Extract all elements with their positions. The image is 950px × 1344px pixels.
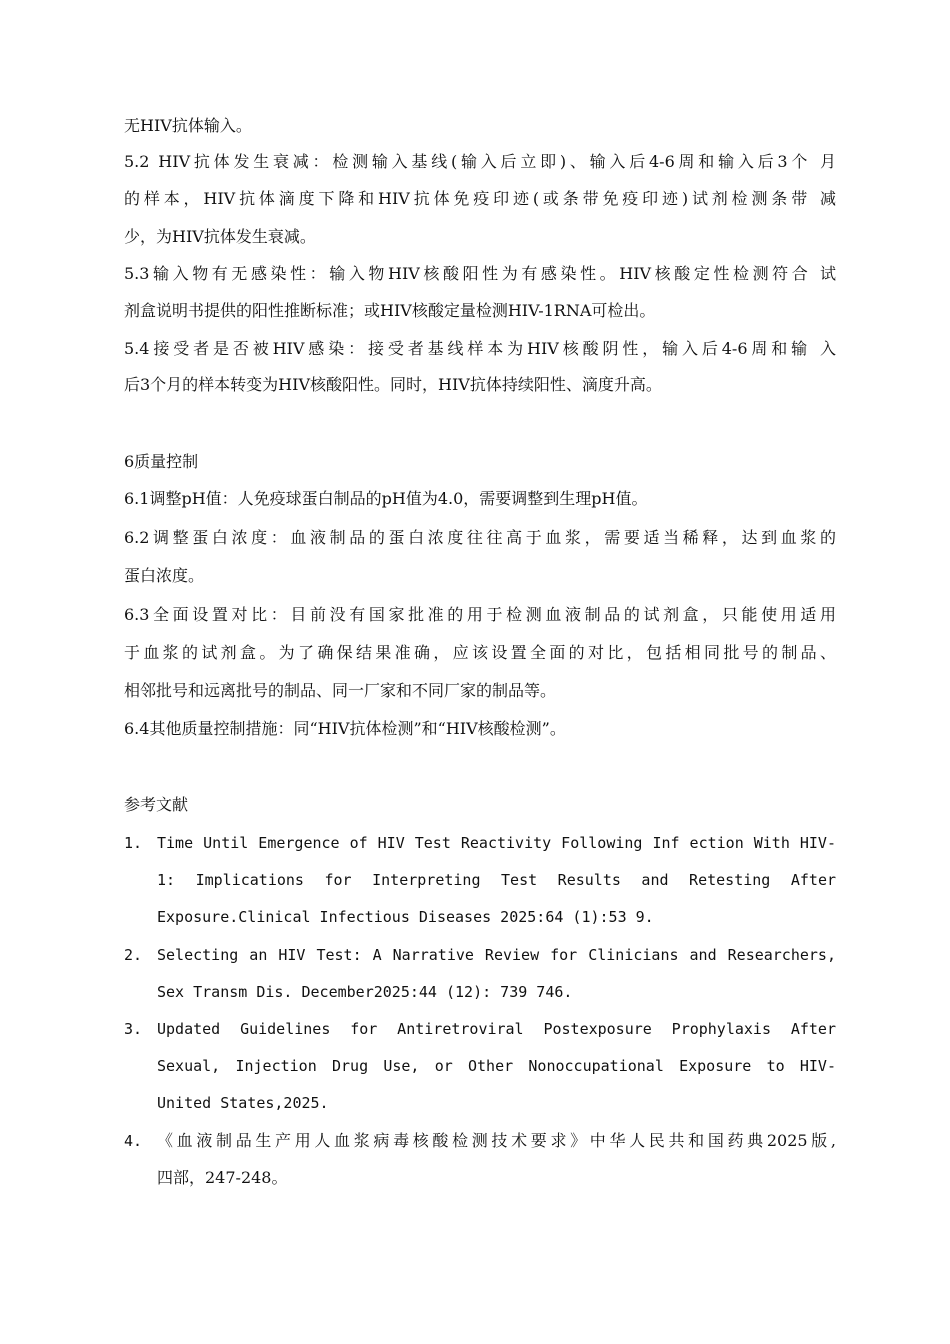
paragraph-line: 蛋白浓度。 xyxy=(124,566,205,585)
reference-text-line: 1: Implications for Interpreting Test Results and Retesting After xyxy=(157,871,836,889)
reference-number: 1. xyxy=(124,834,143,852)
paragraph-line: 少，为HIV抗体发生衰减。 xyxy=(124,227,316,246)
paragraph-line: 5.4接受者是否被HIV感染：接受者基线样本为HIV核酸阴性，输入后4-6周和输 入 xyxy=(124,339,836,358)
paragraph-line: 6.2调整蛋白浓度：血液制品的蛋白浓度往往高于血浆，需要适当稀释，达到血浆的 xyxy=(124,528,836,547)
paragraph-line: 6.1调整pH值：人免疫球蛋白制品的pH值为4.0，需要调整到生理pH值。 xyxy=(124,489,648,508)
reference-text-line: Exposure.Clinical Infectious Diseases 2025:64 (1):53 9. xyxy=(157,908,654,926)
paragraph-line: 5.2 HIV抗体发生衰减：检测输入基线(输入后立即)、输入后4-6周和输入后3个 月 xyxy=(124,152,836,171)
reference-text-line: Selecting an HIV Test: A Narrative Review for Clinicians and Researchers, xyxy=(157,946,836,964)
paragraph-line: 无HIV抗体输入。 xyxy=(124,116,252,135)
reference-text-line: Time Until Emergence of HIV Test Reactivity Following Inf ection With HIV- xyxy=(157,834,836,852)
reference-text-line: United States,2025. xyxy=(157,1094,329,1112)
paragraph-line: 5.3输入物有无感染性：输入物HIV核酸阳性为有感染性。HIV核酸定性检测符合 试 xyxy=(124,264,836,283)
paragraph-line: 于血浆的试剂盒。为了确保结果准确，应该设置全面的对比，包括相同批号的制品、 xyxy=(124,643,836,662)
paragraph-line: 的样本，HIV抗体滴度下降和HIV抗体免疫印迹(或条带免疫印迹)试剂检测条带 减 xyxy=(124,189,836,208)
paragraph-line: 后3个月的样本转变为HIV核酸阳性。同时，HIV抗体持续阳性、滴度升高。 xyxy=(124,375,662,394)
reference-text-line: 《血液制品生产用人血浆病毒核酸检测技术要求》中华人民共和国药典2025版, xyxy=(157,1131,836,1150)
paragraph-line: 6.3全面设置对比：目前没有国家批准的用于检测血液制品的试剂盒，只能使用适用 xyxy=(124,605,836,624)
references-heading: 参考文献 xyxy=(124,795,189,814)
reference-number: 3. xyxy=(124,1020,143,1038)
reference-text-line: Sex Transm Dis. December2025:44 (12): 739 746. xyxy=(157,983,573,1001)
paragraph-line: 6.4其他质量控制措施：同“HIV抗体检测”和“HIV核酸检测”。 xyxy=(124,719,566,738)
reference-text-line: Updated Guidelines for Antiretroviral Postexposure Prophylaxis After xyxy=(157,1020,836,1038)
reference-number: 2. xyxy=(124,946,143,964)
reference-text-line: Sexual, Injection Drug Use, or Other Nonoccupational Exposure to HIV- xyxy=(157,1057,836,1075)
paragraph-line: 相邻批号和远离批号的制品、同一厂家和不同厂家的制品等。 xyxy=(124,681,557,700)
paragraph-line: 剂盒说明书提供的阳性推断标准；或HIV核酸定量检测HIV-1RNA可检出。 xyxy=(124,301,656,320)
reference-number: 4. xyxy=(124,1132,143,1150)
reference-text-line: 四部，247-248。 xyxy=(157,1168,288,1187)
section-heading: 6质量控制 xyxy=(124,452,199,471)
